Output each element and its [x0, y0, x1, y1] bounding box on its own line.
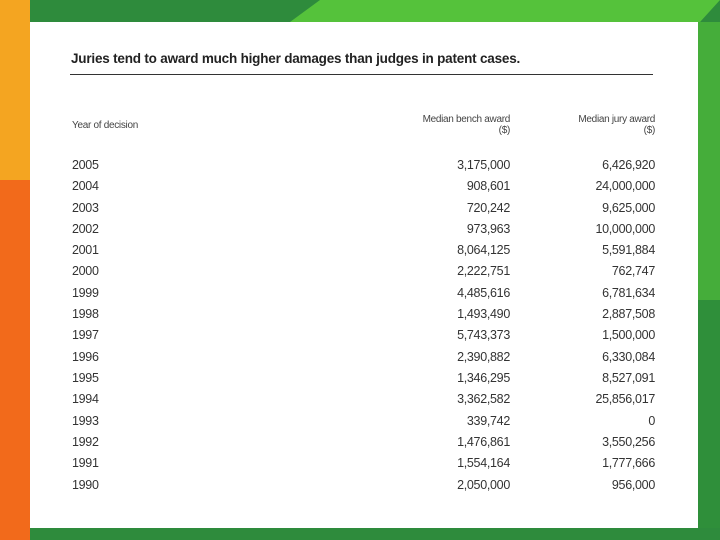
- bottom-decorative-strip: [30, 528, 720, 540]
- cell-year: 1996: [72, 350, 99, 364]
- column-header-bench-unit: ($): [498, 125, 510, 136]
- cell-bench-award: 3,175,000: [457, 158, 510, 172]
- cell-bench-award: 720,242: [466, 201, 510, 215]
- cell-year: 1994: [72, 392, 99, 406]
- document-page: [30, 22, 698, 528]
- cell-bench-award: 973,963: [466, 222, 510, 236]
- cell-bench-award: 908,601: [466, 179, 510, 193]
- cell-jury-award: 0: [648, 414, 655, 428]
- cell-jury-award: 1,777,666: [602, 456, 655, 470]
- table-row: [30, 219, 698, 240]
- table-row: [30, 389, 698, 410]
- table-row: [30, 198, 698, 219]
- column-header-jury: [545, 114, 655, 136]
- table-row: [30, 325, 698, 346]
- strip-shape: [290, 0, 320, 22]
- cell-bench-award: 1,554,164: [457, 456, 510, 470]
- cell-year: 1995: [72, 371, 99, 385]
- table-row: [30, 432, 698, 453]
- column-header-jury-unit: ($): [643, 125, 655, 136]
- cell-bench-award: 5,743,373: [457, 328, 510, 342]
- table-row: [30, 411, 698, 432]
- cell-jury-award: 25,856,017: [595, 392, 655, 406]
- column-header-jury-label: Median jury award: [578, 114, 655, 125]
- cell-jury-award: 1,500,000: [602, 328, 655, 342]
- side-accent-orange: [0, 180, 30, 540]
- cell-jury-award: 6,330,084: [602, 350, 655, 364]
- column-header-bench: [400, 114, 510, 136]
- cell-year: 1990: [72, 478, 99, 492]
- cell-year: 1997: [72, 328, 99, 342]
- table-row: [30, 347, 698, 368]
- side-accent-yellow: [0, 0, 30, 180]
- column-header-year: Year of decision: [72, 120, 138, 131]
- cell-bench-award: 8,064,125: [457, 243, 510, 257]
- table-row: [30, 176, 698, 197]
- cell-year: 1992: [72, 435, 99, 449]
- cell-year: 2001: [72, 243, 99, 257]
- cell-jury-award: 24,000,000: [595, 179, 655, 193]
- cell-jury-award: 762,747: [611, 264, 655, 278]
- top-decorative-strip: [30, 0, 720, 22]
- table-row: [30, 304, 698, 325]
- cell-year: 1991: [72, 456, 99, 470]
- cell-bench-award: 2,390,882: [457, 350, 510, 364]
- cell-jury-award: 9,625,000: [602, 201, 655, 215]
- cell-bench-award: 3,362,582: [457, 392, 510, 406]
- table-row: [30, 261, 698, 282]
- cell-bench-award: 1,346,295: [457, 371, 510, 385]
- cell-year: 1993: [72, 414, 99, 428]
- cell-jury-award: 3,550,256: [602, 435, 655, 449]
- table-row: [30, 475, 698, 496]
- page-title: Juries tend to award much higher damages than judges in patent cases.: [71, 51, 521, 66]
- cell-year: 2000: [72, 264, 99, 278]
- cell-jury-award: 2,887,508: [602, 307, 655, 321]
- cell-jury-award: 956,000: [611, 478, 655, 492]
- table-row: [30, 368, 698, 389]
- table-row: [30, 453, 698, 474]
- cell-bench-award: 2,050,000: [457, 478, 510, 492]
- cell-jury-award: 10,000,000: [595, 222, 655, 236]
- cell-year: 1999: [72, 286, 99, 300]
- cell-bench-award: 339,742: [466, 414, 510, 428]
- cell-year: 2002: [72, 222, 99, 236]
- cell-jury-award: 6,426,920: [602, 158, 655, 172]
- cell-jury-award: 5,591,884: [602, 243, 655, 257]
- cell-year: 2004: [72, 179, 99, 193]
- cell-bench-award: 1,493,490: [457, 307, 510, 321]
- cell-year: 1998: [72, 307, 99, 321]
- cell-bench-award: 2,222,751: [457, 264, 510, 278]
- title-divider: [70, 74, 653, 75]
- column-header-bench-label: Median bench award: [422, 114, 510, 125]
- table-row: [30, 240, 698, 261]
- strip-shape: [700, 0, 720, 22]
- table-row: [30, 155, 698, 176]
- cell-year: 2005: [72, 158, 99, 172]
- cell-bench-award: 1,476,861: [457, 435, 510, 449]
- cell-jury-award: 8,527,091: [602, 371, 655, 385]
- cell-jury-award: 6,781,634: [602, 286, 655, 300]
- strip-shape: [320, 0, 700, 22]
- cell-year: 2003: [72, 201, 99, 215]
- table-row: [30, 283, 698, 304]
- cell-bench-award: 4,485,616: [457, 286, 510, 300]
